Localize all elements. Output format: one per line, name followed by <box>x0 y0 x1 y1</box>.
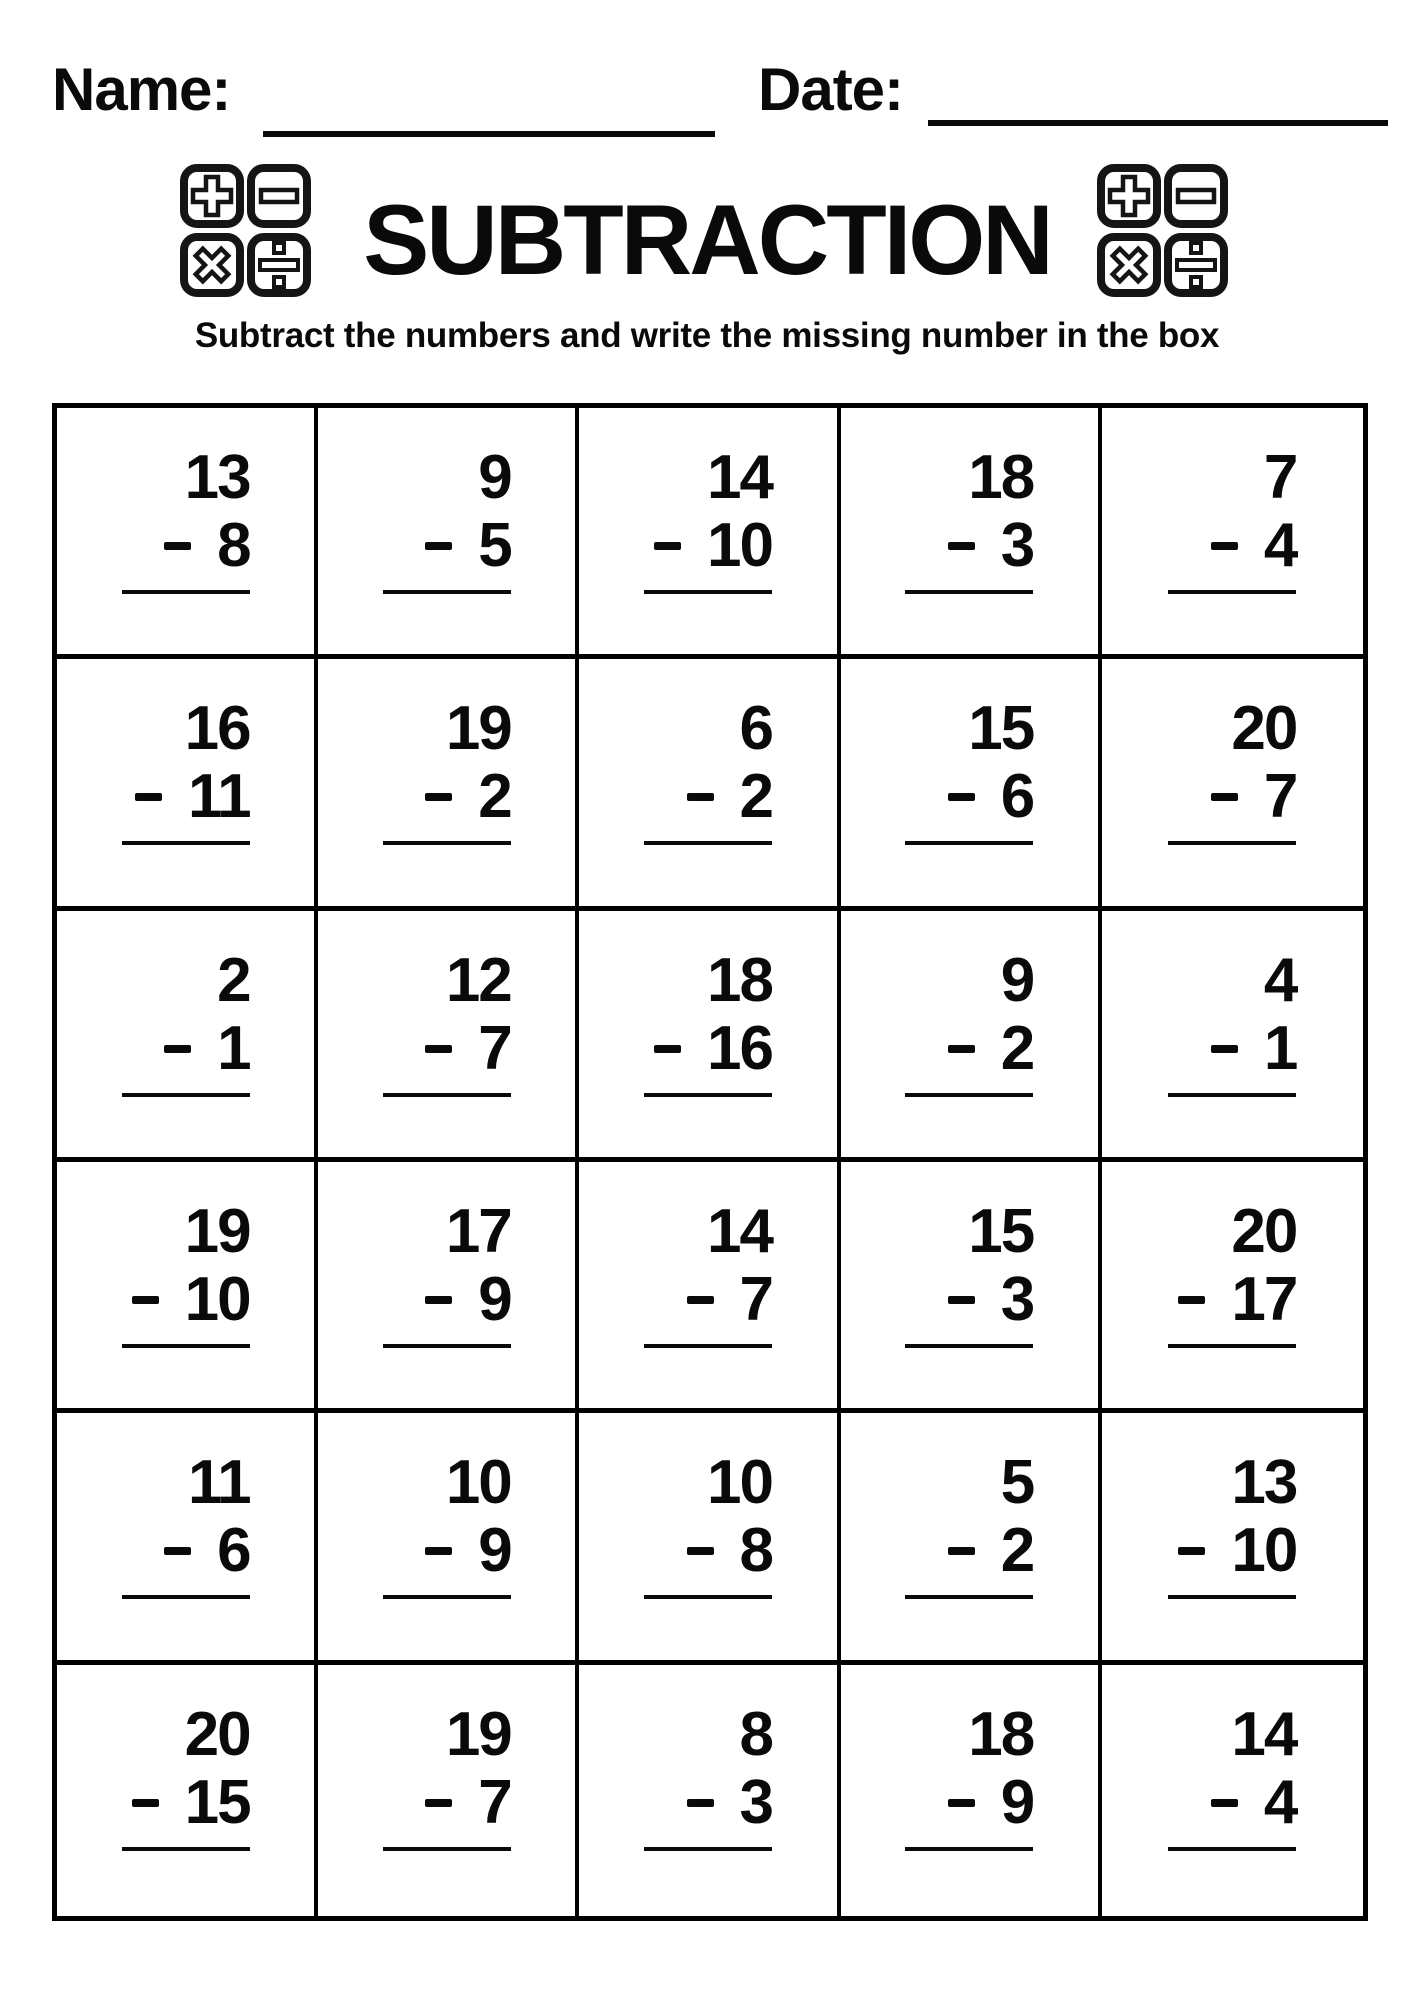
problem-cell <box>1102 1162 1363 1413</box>
answer-blank-line[interactable] <box>644 841 772 845</box>
subtrahend: 1 <box>1263 1013 1297 1083</box>
subtrahend: 10 <box>707 511 772 580</box>
subtraction-problem <box>1168 1449 1296 1599</box>
problem-cell <box>841 1162 1102 1413</box>
problems-grid <box>52 403 1368 1921</box>
minuend: 19 <box>445 694 511 764</box>
name-blank-line[interactable] <box>263 131 715 137</box>
answer-blank-line[interactable] <box>1168 1093 1296 1097</box>
problem-cell <box>841 659 1102 910</box>
minuend: 13 <box>184 443 250 512</box>
minus-sign <box>948 1547 975 1555</box>
problem-cell <box>318 1413 579 1664</box>
answer-blank-line[interactable] <box>905 1595 1033 1599</box>
minus-sign <box>948 793 975 801</box>
subtrahend: 4 <box>1263 1767 1297 1837</box>
minus-sign <box>948 1045 975 1053</box>
minuend: 14 <box>707 443 772 512</box>
subtrahend: 8 <box>739 1516 772 1586</box>
problem-cell <box>318 659 579 910</box>
subtraction-problem <box>122 1701 250 1851</box>
subtrahend: 6 <box>217 1516 250 1586</box>
minus-sign <box>1178 1547 1205 1555</box>
minus-sign <box>425 793 452 801</box>
minuend: 4 <box>1263 945 1297 1015</box>
problem-cell <box>579 408 840 659</box>
minuend: 19 <box>445 1699 511 1769</box>
answer-blank-line[interactable] <box>383 590 511 594</box>
minuend: 15 <box>968 1196 1034 1266</box>
minus-sign <box>687 793 714 801</box>
minus-sign <box>948 1296 975 1304</box>
minuend: 14 <box>1231 1699 1297 1769</box>
minuend: 19 <box>184 1196 250 1266</box>
minus-sign <box>425 1045 452 1053</box>
answer-blank-line[interactable] <box>1168 1595 1296 1599</box>
subtraction-problem <box>905 947 1033 1097</box>
minus-sign <box>425 1547 452 1555</box>
subtrahend: 2 <box>1000 1013 1034 1083</box>
subtraction-problem <box>383 1449 511 1599</box>
problem-cell <box>57 1413 318 1664</box>
answer-blank-line[interactable] <box>122 590 250 594</box>
problem-cell <box>1102 911 1363 1162</box>
minuend: 12 <box>445 945 511 1015</box>
minuend: 18 <box>968 1699 1034 1769</box>
minus-sign <box>654 542 681 550</box>
subtraction-problem <box>644 1449 772 1599</box>
minuend: 20 <box>1231 1196 1297 1266</box>
problem-cell <box>579 1413 840 1664</box>
problem-cell <box>841 1665 1102 1916</box>
problem-cell <box>1102 1413 1363 1664</box>
minuend: 15 <box>968 694 1034 764</box>
subtraction-problem <box>905 695 1033 845</box>
problem-cell <box>318 1162 579 1413</box>
subtraction-problem <box>122 947 250 1097</box>
subtrahend: 9 <box>478 1264 511 1334</box>
minus-icon <box>1164 163 1228 229</box>
subtraction-problem <box>905 1198 1033 1348</box>
divide-icon <box>1164 232 1228 298</box>
subtrahend: 7 <box>739 1264 772 1334</box>
minuend: 17 <box>445 1196 511 1266</box>
minus-sign <box>164 1045 191 1053</box>
answer-blank-line[interactable] <box>122 1093 250 1097</box>
subtrahend: 16 <box>707 1013 772 1083</box>
minuend: 20 <box>1231 694 1297 764</box>
subtrahend: 7 <box>478 1767 511 1837</box>
subtraction-problem <box>1168 1198 1296 1348</box>
minus-sign <box>132 1296 159 1304</box>
subtraction-problem <box>1168 1701 1296 1851</box>
minuend: 13 <box>1231 1448 1297 1518</box>
subtraction-problem <box>383 1701 511 1851</box>
problem-cell <box>841 911 1102 1162</box>
problem-cell <box>579 1162 840 1413</box>
answer-blank-line[interactable] <box>644 1093 772 1097</box>
subtraction-problem <box>1168 444 1296 594</box>
minus-sign <box>164 542 191 550</box>
minuend: 9 <box>478 443 511 512</box>
minuend: 14 <box>707 1196 772 1266</box>
problem-cell <box>318 1665 579 1916</box>
subtrahend: 9 <box>1000 1767 1034 1837</box>
problem-cell <box>57 1665 318 1916</box>
problem-cell <box>57 659 318 910</box>
subtraction-problem <box>122 695 250 845</box>
subtraction-problem <box>905 1701 1033 1851</box>
subtraction-problem <box>905 444 1033 594</box>
minus-sign <box>164 1547 191 1555</box>
problem-cell <box>1102 1665 1363 1916</box>
problem-cell <box>579 1665 840 1916</box>
minus-sign <box>687 1296 714 1304</box>
answer-blank-line[interactable] <box>122 1847 250 1851</box>
minuend: 18 <box>968 443 1034 512</box>
subtrahend: 7 <box>1263 762 1297 832</box>
plus-icon <box>1097 163 1161 229</box>
minus-sign <box>948 1799 975 1807</box>
subtraction-problem <box>644 1198 772 1348</box>
minuend: 6 <box>739 694 772 764</box>
subtrahend: 3 <box>739 1767 772 1837</box>
minuend: 10 <box>707 1448 772 1518</box>
answer-blank-line[interactable] <box>905 590 1033 594</box>
answer-blank-line[interactable] <box>905 1093 1033 1097</box>
minus-sign <box>1211 1799 1238 1807</box>
subtrahend: 11 <box>188 762 250 832</box>
minus-sign <box>654 1045 681 1053</box>
answer-blank-line[interactable] <box>644 1595 772 1599</box>
minus-sign <box>425 542 452 550</box>
subtraction-problem <box>905 1449 1033 1599</box>
subtrahend: 3 <box>1000 511 1034 580</box>
subtraction-problem <box>1168 695 1296 845</box>
subtrahend: 1 <box>217 1013 250 1083</box>
minus-sign <box>687 1799 714 1807</box>
math-operations-badge-right <box>1097 163 1228 298</box>
minus-sign <box>1211 542 1238 550</box>
subtrahend: 10 <box>184 1264 250 1334</box>
answer-blank-line[interactable] <box>122 1595 250 1599</box>
date-blank-line[interactable] <box>928 120 1388 126</box>
subtrahend: 8 <box>217 511 250 580</box>
minus-sign <box>1211 1045 1238 1053</box>
answer-blank-line[interactable] <box>905 1344 1033 1348</box>
name-label: Name: <box>52 56 231 123</box>
subtrahend: 7 <box>478 1013 511 1083</box>
subtrahend: 3 <box>1000 1264 1034 1334</box>
minus-sign <box>425 1799 452 1807</box>
subtraction-problem <box>644 947 772 1097</box>
answer-blank-line[interactable] <box>644 1344 772 1348</box>
minuend: 7 <box>1263 443 1297 512</box>
problem-cell <box>57 1162 318 1413</box>
answer-blank-line[interactable] <box>122 1344 250 1348</box>
problem-cell <box>318 911 579 1162</box>
subtraction-problem <box>1168 947 1296 1097</box>
minuend: 10 <box>445 1448 511 1518</box>
minus-sign <box>1178 1296 1205 1304</box>
subtrahend: 9 <box>478 1516 511 1586</box>
page-title: SUBTRACTION <box>363 184 1051 295</box>
answer-blank-line[interactable] <box>383 1595 511 1599</box>
minus-sign <box>135 793 162 801</box>
problem-cell <box>57 408 318 659</box>
subtraction-problem <box>644 695 772 845</box>
subtraction-problem <box>122 444 250 594</box>
subtraction-problem <box>383 444 511 594</box>
subtraction-problem <box>383 695 511 845</box>
minuend: 11 <box>188 1448 250 1518</box>
minuend: 20 <box>184 1699 250 1769</box>
minuend: 18 <box>707 945 772 1015</box>
subtrahend: 17 <box>1231 1264 1297 1334</box>
answer-blank-line[interactable] <box>383 1847 511 1851</box>
problem-cell <box>579 659 840 910</box>
problem-cell <box>1102 659 1363 910</box>
minus-sign <box>948 542 975 550</box>
subtrahend: 5 <box>478 511 511 580</box>
answer-blank-line[interactable] <box>905 1847 1033 1851</box>
problem-cell <box>318 408 579 659</box>
problem-cell <box>841 1413 1102 1664</box>
subtrahend: 2 <box>478 762 511 832</box>
problem-cell <box>579 911 840 1162</box>
instructions-text: Subtract the numbers and write the missing number in the box <box>194 316 1220 355</box>
subtraction-problem <box>122 1449 250 1599</box>
subtraction-problem <box>644 1701 772 1851</box>
subtraction-problem <box>383 1198 511 1348</box>
date-label: Date: <box>758 56 904 123</box>
subtrahend: 15 <box>184 1767 250 1837</box>
subtraction-problem <box>644 444 772 594</box>
answer-blank-line[interactable] <box>1168 590 1296 594</box>
answer-blank-line[interactable] <box>1168 841 1296 845</box>
answer-blank-line[interactable] <box>644 590 772 594</box>
subtraction-problem <box>383 947 511 1097</box>
subtrahend: 2 <box>739 762 772 832</box>
minus-sign <box>687 1547 714 1555</box>
minus-sign <box>132 1799 159 1807</box>
minuend: 16 <box>184 694 250 764</box>
multiply-icon <box>1097 232 1161 298</box>
subtrahend: 2 <box>1000 1516 1034 1586</box>
answer-blank-line[interactable] <box>122 841 250 845</box>
minuend: 2 <box>217 945 250 1015</box>
answer-blank-line[interactable] <box>1168 1847 1296 1851</box>
answer-blank-line[interactable] <box>383 841 511 845</box>
subtraction-problem <box>122 1198 250 1348</box>
problem-cell <box>841 408 1102 659</box>
answer-blank-line[interactable] <box>1168 1344 1296 1348</box>
minuend: 8 <box>739 1699 772 1769</box>
minus-sign <box>425 1296 452 1304</box>
answer-blank-line[interactable] <box>905 841 1033 845</box>
subtrahend: 10 <box>1231 1516 1297 1586</box>
answer-blank-line[interactable] <box>644 1847 772 1851</box>
problem-cell <box>1102 408 1363 659</box>
minuend: 9 <box>1000 945 1034 1015</box>
answer-blank-line[interactable] <box>383 1093 511 1097</box>
minus-sign <box>1211 793 1238 801</box>
answer-blank-line[interactable] <box>383 1344 511 1348</box>
subtrahend: 4 <box>1263 511 1297 580</box>
problem-cell <box>57 911 318 1162</box>
subtrahend: 6 <box>1000 762 1034 832</box>
minuend: 5 <box>1000 1448 1034 1518</box>
